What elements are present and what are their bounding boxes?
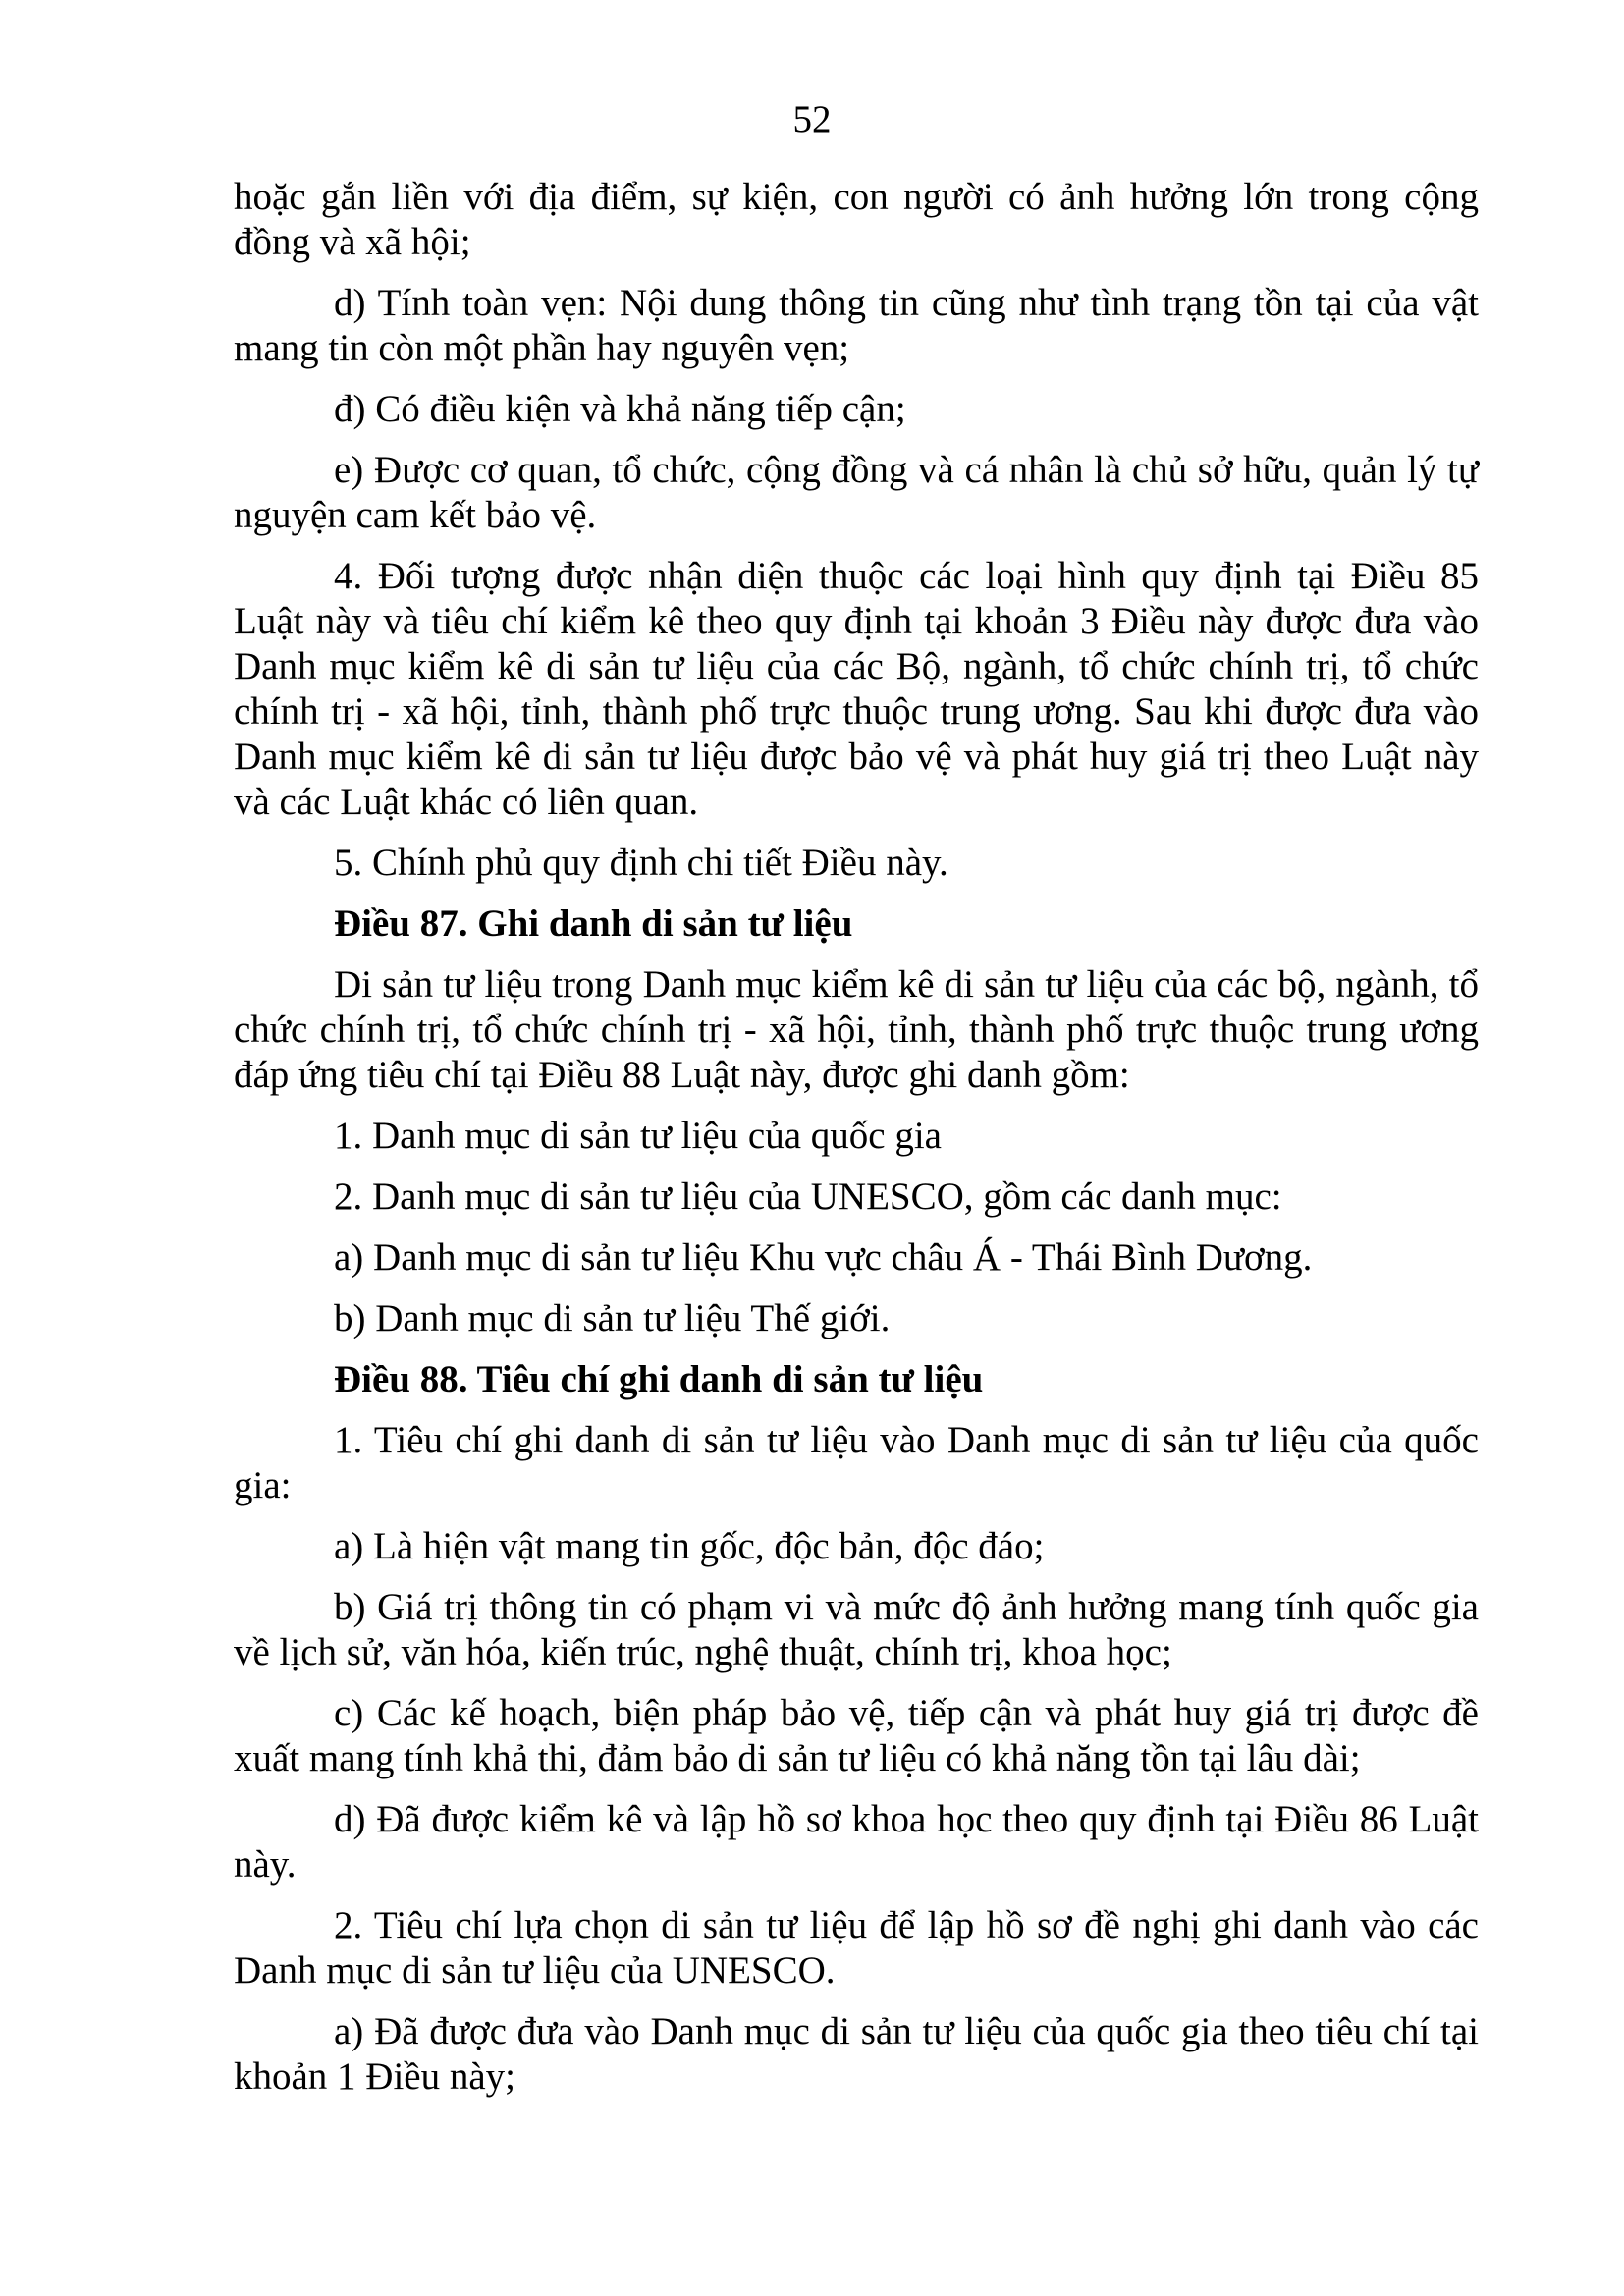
article-87-item-2a: a) Danh mục di sản tư liệu Khu vực châu Á - Thái Bình Dương. <box>334 1236 1313 1279</box>
article-88-item-1a: a) Là hiện vật mang tin gốc, độc bản, độc đáo; <box>334 1525 1045 1567</box>
article-87-intro: Di sản tư liệu trong Danh mục kiểm kê di sản tư liệu của các bộ, ngành, tổ chức chính trị, tổ chức chính trị - xã hội, tỉnh, thành phố trực thuộc trung ương đáp ứng tiêu chí tại Điều 88 Luật này, được ghi danh gồm: <box>234 963 1479 1096</box>
article-88-heading: Điều 88. Tiêu chí ghi danh di sản tư liệu <box>334 1358 984 1400</box>
article-88-item-1d: d) Đã được kiểm kê và lập hồ sơ khoa học theo quy định tại Điều 86 Luật này. <box>234 1798 1479 1886</box>
article-88-item-1c: c) Các kế hoạch, biện pháp bảo vệ, tiếp cận và phát huy giá trị được đề xuất mang tính khả thi, đảm bảo di sản tư liệu có khả năng tồn tại lâu dài; <box>234 1692 1479 1779</box>
article-88-item-2a: a) Đã được đưa vào Danh mục di sản tư liệu của quốc gia theo tiêu chí tại khoản 1 Điều này; <box>234 2010 1479 2098</box>
paragraph-continuation: hoặc gắn liền với địa điểm, sự kiện, con người có ảnh hưởng lớn trong cộng đồng và xã hội; <box>234 176 1479 263</box>
document-body <box>234 175 1479 2115</box>
item-4-inventory: 4. Đối tượng được nhận diện thuộc các loại hình quy định tại Điều 85 Luật này và tiêu chí kiểm kê theo quy định tại khoản 3 Điều này được đưa vào Danh mục kiểm kê di sản tư liệu của các Bộ, ngành, tổ chức chính trị, tổ chức chính trị - xã hội, tỉnh, thành phố trực thuộc trung ương. Sau khi được đưa vào Danh mục kiểm kê di sản tư liệu được bảo vệ và phát huy giá trị theo Luật này và các Luật khác có liên quan. <box>234 555 1479 823</box>
article-87-heading: Điều 87. Ghi danh di sản tư liệu <box>334 902 853 945</box>
article-87-item-2b: b) Danh mục di sản tư liệu Thế giới. <box>334 1297 891 1339</box>
item-5-government: 5. Chính phủ quy định chi tiết Điều này. <box>334 842 948 884</box>
article-87-item-2: 2. Danh mục di sản tư liệu của UNESCO, gồm các danh mục: <box>334 1175 1282 1218</box>
article-87-item-1: 1. Danh mục di sản tư liệu của quốc gia <box>334 1115 942 1157</box>
article-88-item-2: 2. Tiêu chí lựa chọn di sản tư liệu để lập hồ sơ đề nghị ghi danh vào các Danh mục di sản tư liệu của UNESCO. <box>234 1904 1479 1992</box>
clause-d-integrity: d) Tính toàn vẹn: Nội dung thông tin cũng như tình trạng tồn tại của vật mang tin còn một phần hay nguyên vẹn; <box>234 282 1479 369</box>
article-88-item-1: 1. Tiêu chí ghi danh di sản tư liệu vào Danh mục di sản tư liệu của quốc gia: <box>234 1419 1479 1506</box>
article-88-item-1b: b) Giá trị thông tin có phạm vi và mức độ ảnh hưởng mang tính quốc gia về lịch sử, văn hóa, kiến trúc, nghệ thuật, chính trị, khoa học; <box>234 1586 1479 1673</box>
page-number: 52 <box>792 98 832 140</box>
clause-dd-access: đ) Có điều kiện và khả năng tiếp cận; <box>334 388 906 430</box>
clause-e-commitment: e) Được cơ quan, tổ chức, cộng đồng và cá nhân là chủ sở hữu, quản lý tự nguyện cam kết bảo vệ. <box>234 449 1479 536</box>
